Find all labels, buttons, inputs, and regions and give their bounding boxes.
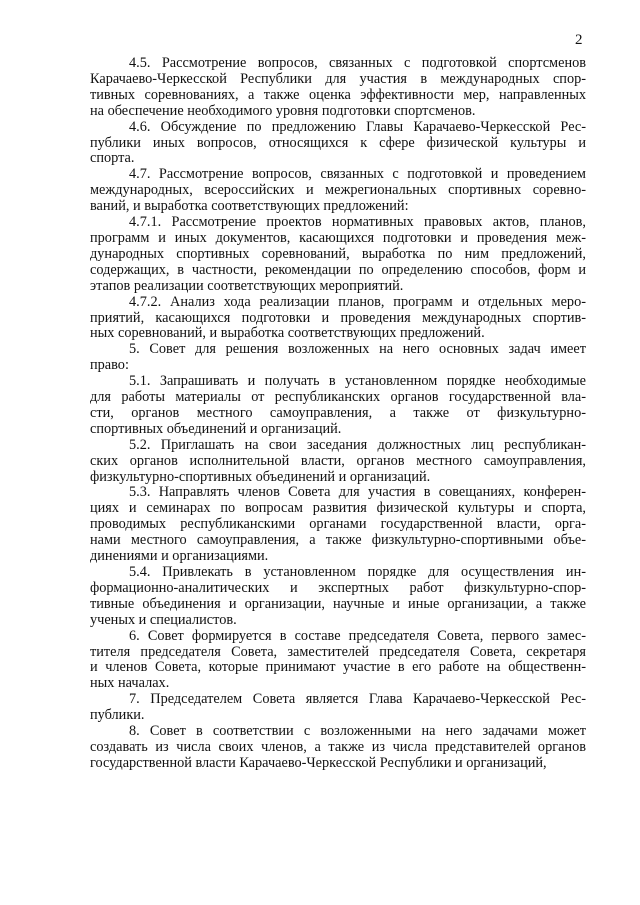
text-line: Карачаево-Черкесской Республики для участия в международных спор- bbox=[90, 70, 586, 87]
text-line: 5.1. Запрашивать и получать в установленном порядке необходимые bbox=[129, 373, 586, 390]
page-number: 2 bbox=[575, 32, 583, 48]
paragraph bbox=[90, 342, 586, 374]
paragraph bbox=[90, 565, 586, 629]
text-line: формационно-аналитических и экспертных работ физкультурно-спор- bbox=[90, 579, 586, 596]
text-line: физкультурно-спортивных объединений и организаций. bbox=[90, 468, 431, 485]
text-line: спорта. bbox=[90, 150, 135, 167]
text-line: программ и иных документов, касающихся подготовки и проведения меж- bbox=[90, 229, 586, 246]
text-line: динениями и организациями. bbox=[90, 548, 269, 565]
text-line: нами местного самоуправления, а также физкультурно-спортивными объе- bbox=[90, 532, 586, 549]
text-line: создавать из числа своих членов, а также из числа представителей органов bbox=[90, 738, 586, 755]
paragraph bbox=[90, 692, 586, 724]
document-body bbox=[90, 56, 586, 772]
text-line: проводимых республиканскими органами государственной власти, орга- bbox=[90, 516, 586, 533]
paragraph bbox=[90, 485, 586, 565]
paragraph bbox=[90, 56, 586, 120]
text-line: содержащих, в частности, рекомендации по определению способов, форм и bbox=[90, 261, 586, 278]
text-line: публики иных вопросов, относящихся к сфере физической культуры и bbox=[90, 134, 586, 151]
text-line: 5. Совет для решения возложенных на него основных задач имеет bbox=[129, 341, 586, 358]
text-line: сти, органов местного самоуправления, а также от физкультурно- bbox=[90, 404, 586, 421]
text-line: тителя председателя Совета, заместителей председателя Совета, секретаря bbox=[90, 643, 586, 660]
text-line: государственной власти Карачаево-Черкесской Республики и организаций, bbox=[90, 754, 547, 771]
paragraph bbox=[90, 629, 586, 693]
text-line: 7. Председателем Совета является Глава Карачаево-Черкесской Рес- bbox=[129, 691, 586, 708]
text-line: 4.5. Рассмотрение вопросов, связанных с подготовкой спортсменов bbox=[129, 55, 586, 71]
paragraph bbox=[90, 120, 586, 168]
text-line: ных соревнований, и выработка соответствующих предложений. bbox=[90, 325, 485, 342]
text-line: 4.6. Обсуждение по предложению Главы Карачаево-Черкесской Рес- bbox=[129, 118, 586, 135]
text-line: тивных соревнованиях, а также оценка эффективности мер, направленных bbox=[90, 86, 586, 103]
text-line: дународных спортивных соревнований, выработка по ним предложений, bbox=[90, 245, 586, 262]
text-line: приятий, касающихся подготовки и проведения международных спортив- bbox=[90, 309, 586, 326]
text-line: для работы материалы от республиканских органов государственной вла- bbox=[90, 389, 586, 406]
text-line: ских органов исполнительной власти, органов местного самоуправления, bbox=[90, 452, 586, 469]
text-line: спортивных объединений и организаций. bbox=[90, 420, 342, 437]
text-line: ученых и специалистов. bbox=[90, 611, 237, 628]
text-line: право: bbox=[90, 357, 129, 374]
text-line: 5.2. Приглашать на свои заседания должностных лиц республикан- bbox=[129, 436, 586, 453]
text-line: 5.4. Привлекать в установленном порядке для осуществления ин- bbox=[129, 564, 586, 580]
paragraph bbox=[90, 167, 586, 215]
text-line: ваний, и выработка соответствующих предложений: bbox=[90, 198, 409, 215]
text-line: циях и семинарах по вопросам развития физической культуры и спорта, bbox=[90, 500, 586, 517]
text-line: и членов Совета, которые принимают участие в его работе на общественн- bbox=[90, 659, 586, 676]
text-line: 4.7.1. Рассмотрение проектов нормативных правовых актов, планов, bbox=[129, 214, 586, 231]
paragraph bbox=[90, 724, 586, 772]
text-line: этапов реализации соответствующих мероприятий. bbox=[90, 277, 404, 294]
text-line: 6. Совет формируется в составе председателя Совета, первого замес- bbox=[129, 627, 586, 644]
text-line: 8. Совет в соответствии с возложенными на него задачами может bbox=[129, 723, 586, 740]
text-line: 4.7. Рассмотрение вопросов, связанных с подготовкой и проведением bbox=[129, 166, 586, 183]
text-line: публики. bbox=[90, 707, 145, 724]
text-line: ных началах. bbox=[90, 675, 170, 692]
text-line: 4.7.2. Анализ хода реализации планов, программ и отдельных меро- bbox=[129, 293, 586, 310]
paragraph bbox=[90, 295, 586, 343]
paragraph bbox=[90, 374, 586, 438]
text-line: на обеспечение необходимого уровня подготовки спортсменов. bbox=[90, 102, 476, 119]
text-line: тивные объединения и организации, научные и иные организации, а также bbox=[90, 595, 586, 612]
paragraph bbox=[90, 438, 586, 486]
text-line: 5.3. Направлять членов Совета для участия в совещаниях, конферен- bbox=[129, 484, 586, 501]
paragraph bbox=[90, 215, 586, 295]
text-line: международных, всероссийских и межрегиональных спортивных соревно- bbox=[90, 182, 586, 199]
